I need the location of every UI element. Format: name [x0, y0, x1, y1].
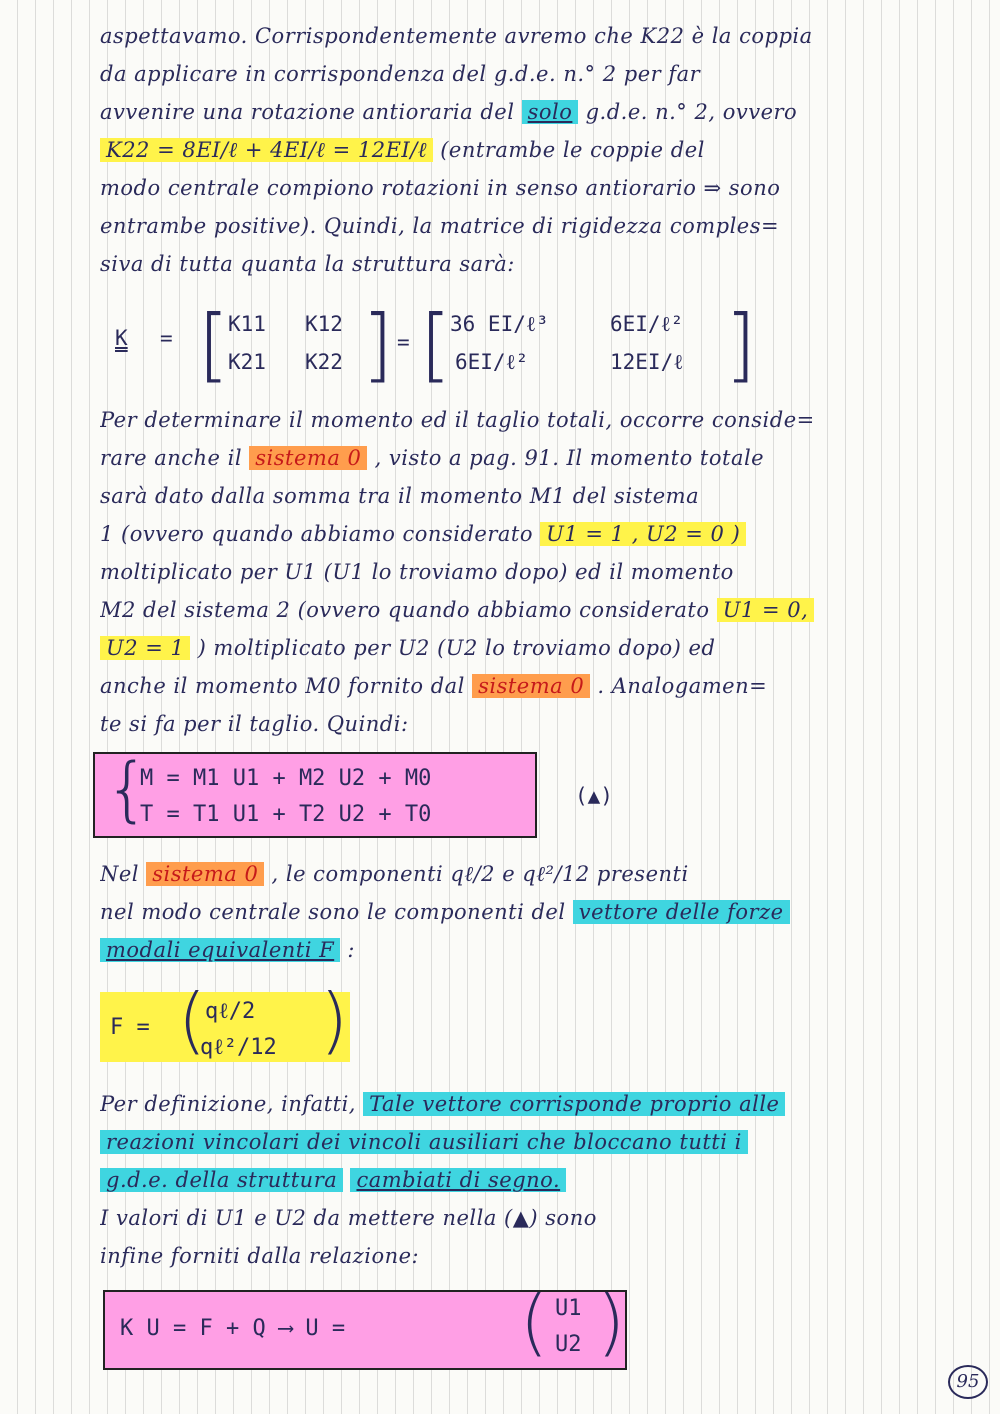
f-vector-lhs: F =: [110, 1015, 150, 1040]
text-line-5: modo centrale compiono rotazioni in senso antiorario ⇒ sono: [100, 176, 781, 200]
text-line-15-start: anche il momento M0 fornito dal: [100, 674, 465, 698]
matrix-k-symbol: K: [115, 326, 128, 350]
text-line-17-start: Nel: [100, 862, 140, 886]
system-brace: {: [105, 748, 150, 830]
text-line-13: [100, 598, 995, 622]
u-vector-a: U1: [555, 1296, 582, 1321]
matrix-k22: K22: [305, 350, 343, 374]
highlight-reazioni: reazioni vincolari dei vincoli ausiliari che bloccano tutti i: [100, 1130, 748, 1154]
highlight-u2-1: U2 = 1: [100, 636, 190, 660]
text-line-19: [100, 938, 995, 962]
highlight-gde-struttura: g.d.e. della struttura: [100, 1168, 343, 1192]
f-vector-paren-left: (: [178, 978, 207, 1062]
matrix-bracket-right-2: ]: [725, 298, 757, 391]
f-vector-paren-right: ): [320, 978, 349, 1062]
page-number: 95: [948, 1365, 988, 1399]
matrix-k21: K21: [228, 350, 266, 374]
text-line-20-start: Per definizione, infatti,: [100, 1092, 356, 1116]
text-line-15-end: . Analogamen=: [597, 674, 768, 698]
highlight-solo: solo: [522, 100, 579, 124]
text-line-22: [100, 1168, 995, 1192]
text-line-23: I valori di U1 e U2 da mettere nella (▲) sono: [100, 1206, 597, 1230]
highlight-sistema0-3: sistema 0: [146, 862, 264, 886]
matrix-bracket-right-1: ]: [362, 298, 394, 391]
text-line-18-start: nel modo centrale sono le componenti del: [100, 900, 566, 924]
matrix-bracket-left-2: [: [420, 298, 452, 391]
text-line-7: siva di tutta quanta la struttura sarà:: [100, 252, 515, 276]
matrix-v11: 36 EI/ℓ³: [450, 312, 549, 336]
text-line-1: aspettavamo. Corrispondentemente avremo che K22 è la coppia: [100, 24, 813, 48]
equation-tag: (▲): [575, 784, 613, 808]
text-line-9-start: rare anche il: [100, 446, 243, 470]
final-equation: K U = F + Q ⟶ U =: [120, 1316, 346, 1341]
highlight-gde2: g.d.e. n.° 2, ovvero: [585, 100, 798, 124]
matrix-v22: 12EI/ℓ: [610, 350, 684, 374]
text-line-17-end: , le componenti qℓ/2 e qℓ²/12 presenti: [271, 862, 689, 886]
matrix-k11: K11: [228, 312, 266, 336]
text-line-20: [100, 1092, 995, 1116]
equation-moment: M = M1 U1 + M2 U2 + M0: [140, 766, 432, 791]
f-vector-a: qℓ/2: [205, 999, 256, 1024]
matrix-equals-1: =: [160, 326, 173, 350]
text-line-14: [100, 636, 995, 660]
text-line-3: [100, 100, 995, 124]
text-line-16: te si fa per il taglio. Quindi:: [100, 712, 409, 736]
highlight-u1-1-u2-0: U1 = 1 , U2 = 0 ): [540, 522, 746, 546]
text-line-17: [100, 862, 995, 887]
highlight-tale-vettore: Tale vettore corrisponde proprio alle: [363, 1092, 785, 1116]
text-line-2: da applicare in corrispondenza del g.d.e. n.° 2 per far: [100, 62, 701, 86]
matrix-bracket-left-1: [: [198, 298, 230, 391]
u-vector-b: U2: [555, 1332, 582, 1357]
text-line-13-start: M2 del sistema 2 (ovvero quando abbiamo considerato: [100, 598, 710, 622]
f-vector-b: qℓ²/12: [200, 1035, 277, 1060]
text-line-9-end: , visto a pag. 91. Il momento totale: [374, 446, 765, 470]
text-line-3-start: avvenire una rotazione antioraria del: [100, 100, 515, 124]
text-line-18: [100, 900, 995, 924]
highlight-modali-equivalenti: modali equivalenti F: [100, 938, 340, 962]
highlight-sistema0-2: sistema 0: [472, 674, 590, 698]
equation-shear: T = T1 U1 + T2 U2 + T0: [140, 802, 432, 827]
matrix-v12: 6EI/ℓ²: [610, 312, 684, 336]
text-line-4-end: (entrambe le coppie del: [440, 138, 705, 162]
text-line-24: infine forniti dalla relazione:: [100, 1244, 420, 1268]
text-line-6: entrambe positive). Quindi, la matrice di rigidezza comples=: [100, 214, 780, 238]
text-line-9: [100, 446, 995, 470]
text-line-21: [100, 1130, 995, 1154]
u-vector-paren-left: (: [520, 1280, 549, 1364]
text-line-14-end: ) moltiplicato per U2 (U2 lo troviamo dopo) ed: [197, 636, 716, 660]
highlight-vettore-forze: vettore delle forze: [573, 900, 790, 924]
text-line-4: [100, 138, 995, 163]
matrix-k12: K12: [305, 312, 343, 336]
text-line-12: moltiplicato per U1 (U1 lo troviamo dopo) ed il momento: [100, 560, 734, 584]
highlight-cambiati: cambiati di segno.: [350, 1168, 566, 1192]
text-line-19-end: :: [347, 938, 355, 962]
matrix-equals-2: =: [397, 330, 410, 354]
highlight-k22-formula: K22 = 8EI/ℓ + 4EI/ℓ = 12EI/ℓ: [100, 138, 433, 162]
matrix-v21: 6EI/ℓ²: [455, 350, 529, 374]
text-line-11-start: 1 (ovvero quando abbiamo considerato: [100, 522, 533, 546]
highlight-u1-0: U1 = 0,: [717, 598, 815, 622]
highlight-sistema0-1: sistema 0: [249, 446, 367, 470]
text-line-11: [100, 522, 995, 546]
text-line-15: [100, 674, 995, 698]
text-line-10: sarà dato dalla somma tra il momento M1 del sistema: [100, 484, 700, 508]
text-line-8: Per determinare il momento ed il taglio totali, occorre conside=: [100, 408, 815, 432]
u-vector-paren-right: ): [597, 1280, 626, 1364]
